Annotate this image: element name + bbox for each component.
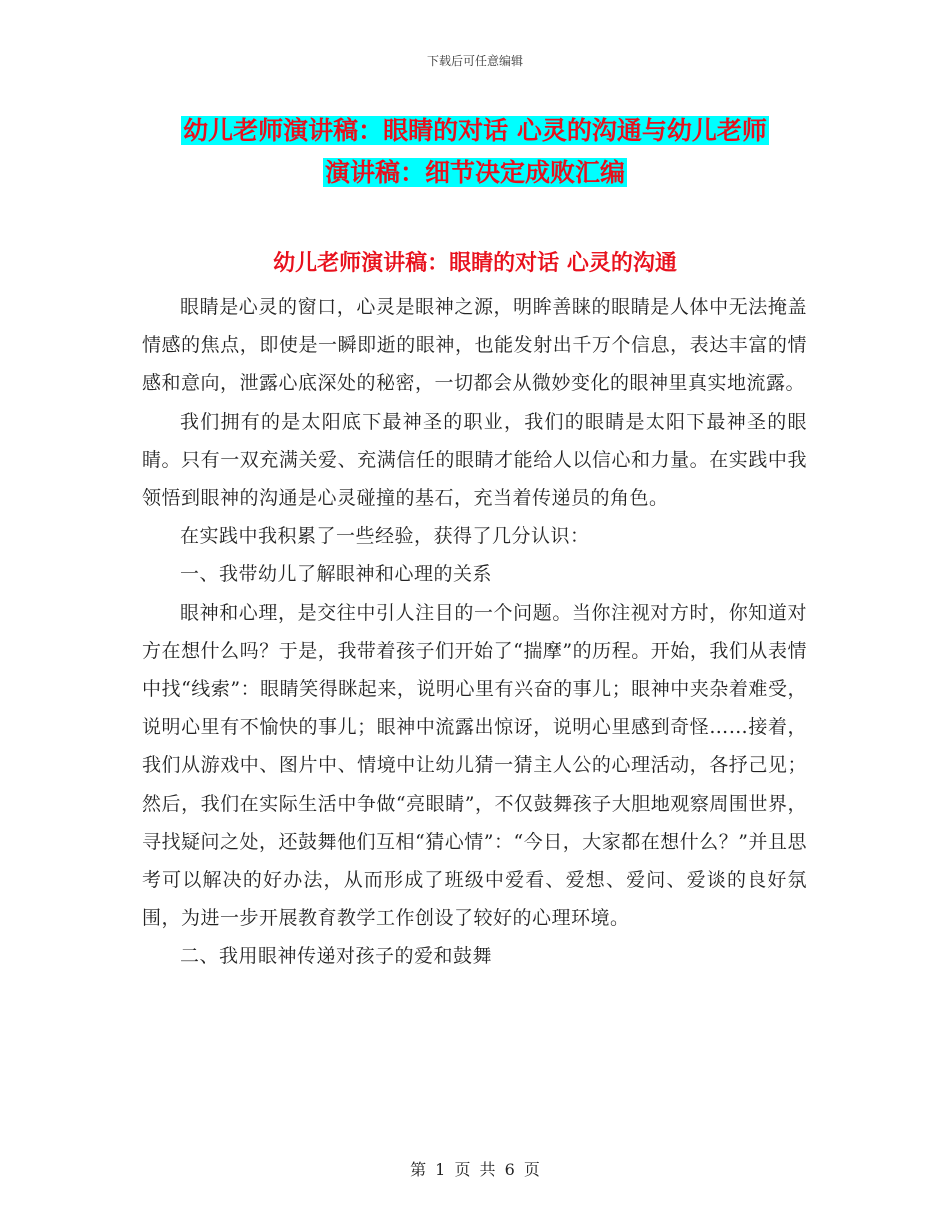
document-body	[142, 288, 807, 976]
paragraph: 眼神和心理，是交往中引人注目的一个问题。当你注视对方时，你知道对方在想什么吗？于是，我带着孩子们开始了“揣摩”的历程。开始，我们从表情中找“线索”：眼睛笑得眯起来，说明心里有兴奋的事儿；眼神中夹杂着难受，说明心里有不愉快的事儿；眼神中流露出惊讶，说明心里感到奇怪……接着，我们从游戏中、图片中、情境中让幼儿猜一猜主人公的心理活动，各抒己见；然后，我们在实际生活中争做“亮眼睛”，不仅鼓舞孩子大胆地观察周围世界，寻找疑问之处，还鼓舞他们互相“猜心情”：“今日，大家都在想什么？”并且思考可以解决的好办法，从而形成了班级中爱看、爱想、爱问、爱谈的良好氛围，为进一步开展教育教学工作创设了较好的心理环境。	[142, 601, 807, 930]
title-line-1: 幼儿老师演讲稿：眼睛的对话 心灵的沟通与幼儿老师	[183, 116, 767, 145]
document-title	[0, 110, 950, 194]
paragraph: 我们拥有的是太阳底下最神圣的职业，我们的眼睛是太阳下最神圣的眼睛。只有一双充满关爱、充满信任的眼睛才能给人以信心和力量。在实践中我领悟到眼神的沟通是心灵碰撞的基石，充当着传递员的角色。	[142, 410, 807, 510]
title-line-2: 演讲稿：细节决定成败汇编	[324, 158, 625, 187]
header-note: 下载后可任意编辑	[426, 54, 523, 68]
paragraph: 眼睛是心灵的窗口，心灵是眼神之源，明眸善睐的眼睛是人体中无法掩盖情感的焦点，即使是一瞬即逝的眼神，也能发射出千万个信息，表达丰富的情感和意向，泄露心底深处的秘密，一切都会从微妙变化的眼神里真实地流露。	[142, 296, 807, 395]
section-title: 幼儿老师演讲稿：眼睛的对话 心灵的沟通	[273, 251, 677, 276]
page-number: 第 1 页 共 6 页	[410, 1160, 540, 1179]
section-heading: 一、我带幼儿了解眼神和心理的关系	[180, 563, 493, 586]
paragraph: 在实践中我积累了一些经验，获得了几分认识：	[180, 525, 590, 548]
section-heading: 二、我用眼神传递对孩子的爱和鼓舞	[180, 945, 493, 968]
